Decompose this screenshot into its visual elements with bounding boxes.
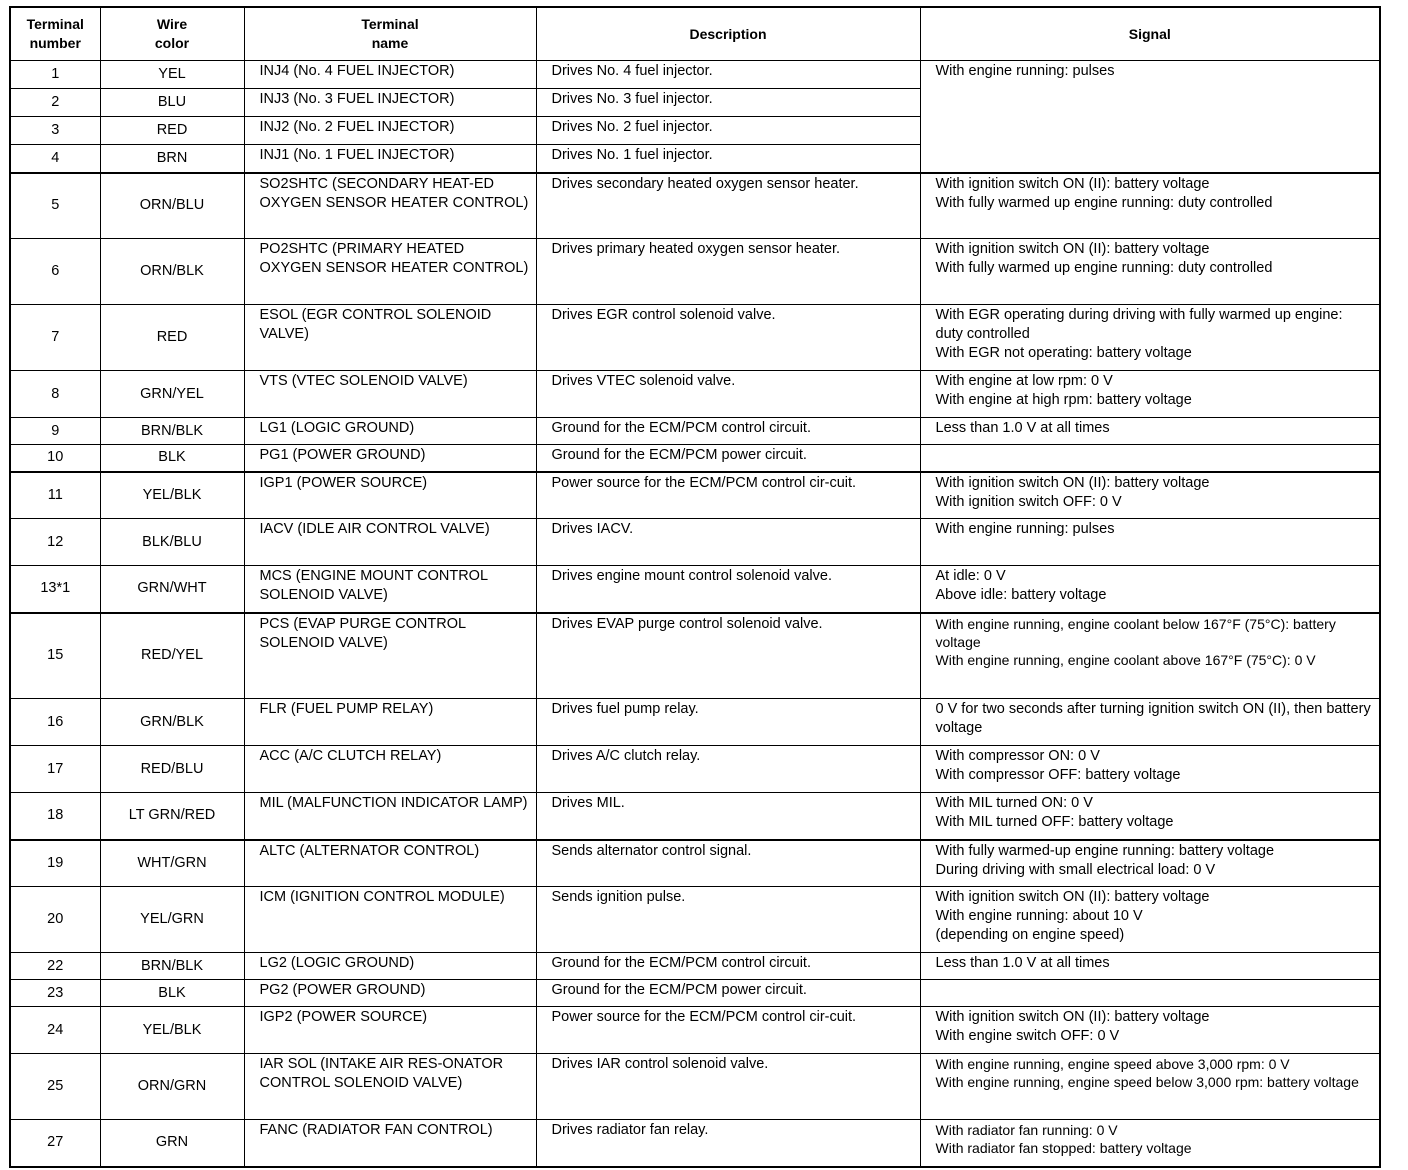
description-cell: Drives IAR control solenoid valve. — [536, 1054, 920, 1120]
signal-cell — [920, 173, 1380, 239]
terminal-name-cell: ACC (A/C CLUTCH RELAY) — [244, 746, 536, 793]
signal-cell — [920, 613, 1380, 699]
signal-line: During driving with small electrical load: 0 V — [935, 861, 1216, 878]
terminal-number-cell: 1 — [10, 61, 100, 89]
table-row — [10, 61, 1380, 89]
signal-line: At idle: 0 V — [935, 568, 1006, 584]
wire-color-cell: ORN/BLU — [100, 173, 244, 239]
wire-color-cell: BLK — [100, 445, 244, 472]
table-row — [10, 1120, 1380, 1167]
signal-line: With fully warmed-up engine running: battery voltage — [935, 842, 1275, 859]
table-row — [10, 519, 1380, 566]
terminal-name-cell: ICM (IGNITION CONTROL MODULE) — [244, 887, 536, 953]
terminal-number-cell: 19 — [10, 840, 100, 887]
terminal-name-cell: PO2SHTC (PRIMARY HEATED OXYGEN SENSOR HEATER CONTROL) — [244, 239, 536, 305]
signal-cell — [920, 418, 1380, 445]
signal-line: With engine at low rpm: 0 V — [935, 373, 1113, 389]
signal-line: With ignition switch ON (II): battery voltage — [935, 474, 1210, 491]
terminal-name-cell: INJ4 (No. 4 FUEL INJECTOR) — [244, 61, 536, 89]
description-cell: Drives primary heated oxygen sensor heater. — [536, 239, 920, 305]
table-body — [10, 61, 1380, 1167]
description-cell: Drives No. 4 fuel injector. — [536, 61, 920, 89]
table-row — [10, 371, 1380, 418]
wire-color-cell: RED — [100, 305, 244, 371]
terminal-number-cell: 5 — [10, 173, 100, 239]
signal-line: With engine running, engine speed above 3,000 rpm: 0 V — [935, 1056, 1290, 1072]
description-cell: Sends alternator control signal. — [536, 840, 920, 887]
terminal-name-cell: IACV (IDLE AIR CONTROL VALVE) — [244, 519, 536, 566]
signal-line: With engine running: about 10 V — [935, 908, 1143, 924]
header-terminal-number: Terminal number — [10, 7, 100, 61]
signal-line: With fully warmed up engine running: duty controlled — [935, 260, 1273, 276]
terminal-number-cell: 2 — [10, 89, 100, 117]
description-cell: Drives EVAP purge control solenoid valve. — [536, 613, 920, 699]
description-cell: Ground for the ECM/PCM control circuit. — [536, 418, 920, 445]
signal-line: With engine running: pulses — [935, 521, 1115, 537]
wire-color-cell: WHT/GRN — [100, 840, 244, 887]
table-row — [10, 980, 1380, 1007]
description-cell: Drives radiator fan relay. — [536, 1120, 920, 1167]
wire-color-cell: GRN/YEL — [100, 371, 244, 418]
signal-cell — [920, 445, 1380, 472]
signal-line: With ignition switch ON (II): battery voltage — [935, 1009, 1210, 1025]
terminal-number-cell: 27 — [10, 1120, 100, 1167]
table-row — [10, 613, 1380, 699]
description-cell: Drives engine mount control solenoid valve. — [536, 566, 920, 613]
terminal-name-cell: IGP1 (POWER SOURCE) — [244, 472, 536, 519]
wire-color-cell: YEL/BLK — [100, 1007, 244, 1054]
signal-cell — [920, 472, 1380, 519]
terminal-name-cell: IGP2 (POWER SOURCE) — [244, 1007, 536, 1054]
wire-color-cell: ORN/BLK — [100, 239, 244, 305]
signal-cell — [920, 61, 1380, 173]
terminal-number-cell: 16 — [10, 699, 100, 746]
header-signal: Signal — [920, 7, 1380, 61]
signal-cell — [920, 840, 1380, 887]
terminal-name-cell: ALTC (ALTERNATOR CONTROL) — [244, 840, 536, 887]
signal-line: With radiator fan stopped: battery voltage — [935, 1140, 1192, 1156]
terminal-number-cell: 13*1 — [10, 566, 100, 613]
description-cell: Drives A/C clutch relay. — [536, 746, 920, 793]
signal-line: With ignition switch OFF: 0 V — [935, 493, 1122, 510]
table-row — [10, 793, 1380, 840]
signal-cell — [920, 519, 1380, 566]
signal-line: With engine at high rpm: battery voltage — [935, 392, 1192, 408]
terminal-number-cell: 24 — [10, 1007, 100, 1054]
terminal-name-cell: ESOL (EGR CONTROL SOLENOID VALVE) — [244, 305, 536, 371]
table-row — [10, 887, 1380, 953]
wire-color-cell: RED/YEL — [100, 613, 244, 699]
wire-color-cell: BRN — [100, 145, 244, 173]
terminal-name-cell: INJ3 (No. 3 FUEL INJECTOR) — [244, 89, 536, 117]
signal-line: With engine running, engine coolant above 167°F (75°C): 0 V — [935, 651, 1316, 668]
wire-color-cell: YEL — [100, 61, 244, 89]
signal-cell — [920, 1054, 1380, 1120]
terminal-table-sheet — [9, 6, 1381, 1168]
description-cell: Drives MIL. — [536, 793, 920, 840]
signal-line: With engine running: pulses — [935, 63, 1115, 79]
terminal-number-cell: 23 — [10, 980, 100, 1007]
signal-line: Less than 1.0 V at all times — [935, 955, 1110, 971]
wire-color-cell: YEL/GRN — [100, 887, 244, 953]
signal-line: With EGR not operating: battery voltage — [935, 345, 1192, 361]
terminal-number-cell: 22 — [10, 953, 100, 980]
table-row — [10, 746, 1380, 793]
wire-color-cell: GRN/BLK — [100, 699, 244, 746]
table-row — [10, 305, 1380, 371]
signal-cell — [920, 793, 1380, 840]
terminal-name-cell: MCS (ENGINE MOUNT CONTROL SOLENOID VALVE) — [244, 566, 536, 613]
table-row — [10, 173, 1380, 239]
table-row — [10, 1054, 1380, 1120]
description-cell: Drives VTEC solenoid valve. — [536, 371, 920, 418]
table-row — [10, 445, 1380, 472]
description-cell: Ground for the ECM/PCM control circuit. — [536, 953, 920, 980]
terminal-number-cell: 20 — [10, 887, 100, 953]
signal-line: With engine running, engine speed below 3,000 rpm: battery voltage — [935, 1074, 1359, 1090]
signal-cell — [920, 699, 1380, 746]
description-cell: Sends ignition pulse. — [536, 887, 920, 953]
terminal-number-cell: 15 — [10, 613, 100, 699]
terminal-name-cell: PG1 (POWER GROUND) — [244, 445, 536, 472]
signal-line: With ignition switch ON (II): battery voltage — [935, 889, 1210, 905]
terminal-number-cell: 10 — [10, 445, 100, 472]
description-cell: Drives No. 1 fuel injector. — [536, 145, 920, 173]
terminal-name-cell: INJ2 (No. 2 FUEL INJECTOR) — [244, 117, 536, 145]
signal-cell — [920, 1007, 1380, 1054]
description-cell: Power source for the ECM/PCM control cir-cuit. — [536, 1007, 920, 1054]
signal-line: With EGR operating during driving with fully warmed up engine: duty controlled — [935, 307, 1343, 342]
wire-color-cell: GRN/WHT — [100, 566, 244, 613]
signal-cell — [920, 305, 1380, 371]
signal-line: With radiator fan running: 0 V — [935, 1122, 1118, 1138]
table-row — [10, 566, 1380, 613]
wire-color-cell: BLK/BLU — [100, 519, 244, 566]
terminal-number-cell: 7 — [10, 305, 100, 371]
description-cell: Drives fuel pump relay. — [536, 699, 920, 746]
description-cell: Drives secondary heated oxygen sensor heater. — [536, 173, 920, 239]
signal-line: Less than 1.0 V at all times — [935, 420, 1110, 436]
terminal-number-cell: 17 — [10, 746, 100, 793]
wire-color-cell: BLK — [100, 980, 244, 1007]
terminal-number-cell: 18 — [10, 793, 100, 840]
wire-color-cell: BRN/BLK — [100, 418, 244, 445]
signal-line: With fully warmed up engine running: duty controlled — [935, 194, 1273, 211]
terminal-number-cell: 3 — [10, 117, 100, 145]
description-cell: Ground for the ECM/PCM power circuit. — [536, 980, 920, 1007]
wire-color-cell: BRN/BLK — [100, 953, 244, 980]
wire-color-cell: GRN — [100, 1120, 244, 1167]
terminal-name-cell: INJ1 (No. 1 FUEL INJECTOR) — [244, 145, 536, 173]
terminal-name-cell: LG2 (LOGIC GROUND) — [244, 953, 536, 980]
description-cell: Drives IACV. — [536, 519, 920, 566]
terminal-table — [9, 6, 1381, 1168]
terminal-number-cell: 11 — [10, 472, 100, 519]
table-row — [10, 953, 1380, 980]
signal-line: 0 V for two seconds after turning ignition switch ON (II), then battery voltage — [935, 701, 1371, 736]
table-row — [10, 699, 1380, 746]
terminal-name-cell: FLR (FUEL PUMP RELAY) — [244, 699, 536, 746]
signal-cell — [920, 953, 1380, 980]
description-cell: Drives No. 3 fuel injector. — [536, 89, 920, 117]
signal-line: With MIL turned ON: 0 V — [935, 795, 1093, 811]
signal-cell — [920, 371, 1380, 418]
wire-color-cell: LT GRN/RED — [100, 793, 244, 840]
description-cell: Drives EGR control solenoid valve. — [536, 305, 920, 371]
signal-cell — [920, 887, 1380, 953]
terminal-name-cell: PCS (EVAP PURGE CONTROL SOLENOID VALVE) — [244, 613, 536, 699]
signal-line: With MIL turned OFF: battery voltage — [935, 814, 1174, 830]
terminal-number-cell: 12 — [10, 519, 100, 566]
signal-line: (depending on engine speed) — [935, 927, 1125, 943]
header-description: Description — [536, 7, 920, 61]
signal-line: With compressor ON: 0 V — [935, 748, 1100, 764]
signal-line: With ignition switch ON (II): battery voltage — [935, 241, 1210, 257]
terminal-name-cell: FANC (RADIATOR FAN CONTROL) — [244, 1120, 536, 1167]
terminal-name-cell: IAR SOL (INTAKE AIR RES-ONATOR CONTROL SOLENOID VALVE) — [244, 1054, 536, 1120]
table-row — [10, 472, 1380, 519]
description-cell: Drives No. 2 fuel injector. — [536, 117, 920, 145]
signal-line: Above idle: battery voltage — [935, 587, 1107, 603]
table-row — [10, 418, 1380, 445]
wire-color-cell: BLU — [100, 89, 244, 117]
terminal-number-cell: 25 — [10, 1054, 100, 1120]
table-row — [10, 1007, 1380, 1054]
header-terminal-name: Terminal name — [244, 7, 536, 61]
terminal-number-cell: 8 — [10, 371, 100, 418]
signal-line: With ignition switch ON (II): battery voltage — [935, 175, 1210, 192]
wire-color-cell: RED — [100, 117, 244, 145]
terminal-name-cell: VTS (VTEC SOLENOID VALVE) — [244, 371, 536, 418]
signal-line: With engine switch OFF: 0 V — [935, 1028, 1120, 1044]
terminal-name-cell: PG2 (POWER GROUND) — [244, 980, 536, 1007]
wire-color-cell: YEL/BLK — [100, 472, 244, 519]
header-wire-color: Wire color — [100, 7, 244, 61]
description-cell: Power source for the ECM/PCM control cir-cuit. — [536, 472, 920, 519]
table-row — [10, 239, 1380, 305]
terminal-name-cell: LG1 (LOGIC GROUND) — [244, 418, 536, 445]
signal-cell — [920, 566, 1380, 613]
signal-cell — [920, 1120, 1380, 1167]
terminal-number-cell: 6 — [10, 239, 100, 305]
table-row — [10, 840, 1380, 887]
signal-line: With compressor OFF: battery voltage — [935, 767, 1181, 783]
description-cell: Ground for the ECM/PCM power circuit. — [536, 445, 920, 472]
terminal-name-cell: SO2SHTC (SECONDARY HEAT-ED OXYGEN SENSOR HEATER CONTROL) — [244, 173, 536, 239]
terminal-name-cell: MIL (MALFUNCTION INDICATOR LAMP) — [244, 793, 536, 840]
wire-color-cell: RED/BLU — [100, 746, 244, 793]
signal-cell — [920, 239, 1380, 305]
terminal-number-cell: 4 — [10, 145, 100, 173]
signal-cell — [920, 980, 1380, 1007]
table-header-row — [10, 7, 1380, 61]
signal-line: With engine running, engine coolant below 167°F (75°C): battery voltage — [935, 615, 1336, 650]
wire-color-cell: ORN/GRN — [100, 1054, 244, 1120]
terminal-number-cell: 9 — [10, 418, 100, 445]
signal-cell — [920, 746, 1380, 793]
